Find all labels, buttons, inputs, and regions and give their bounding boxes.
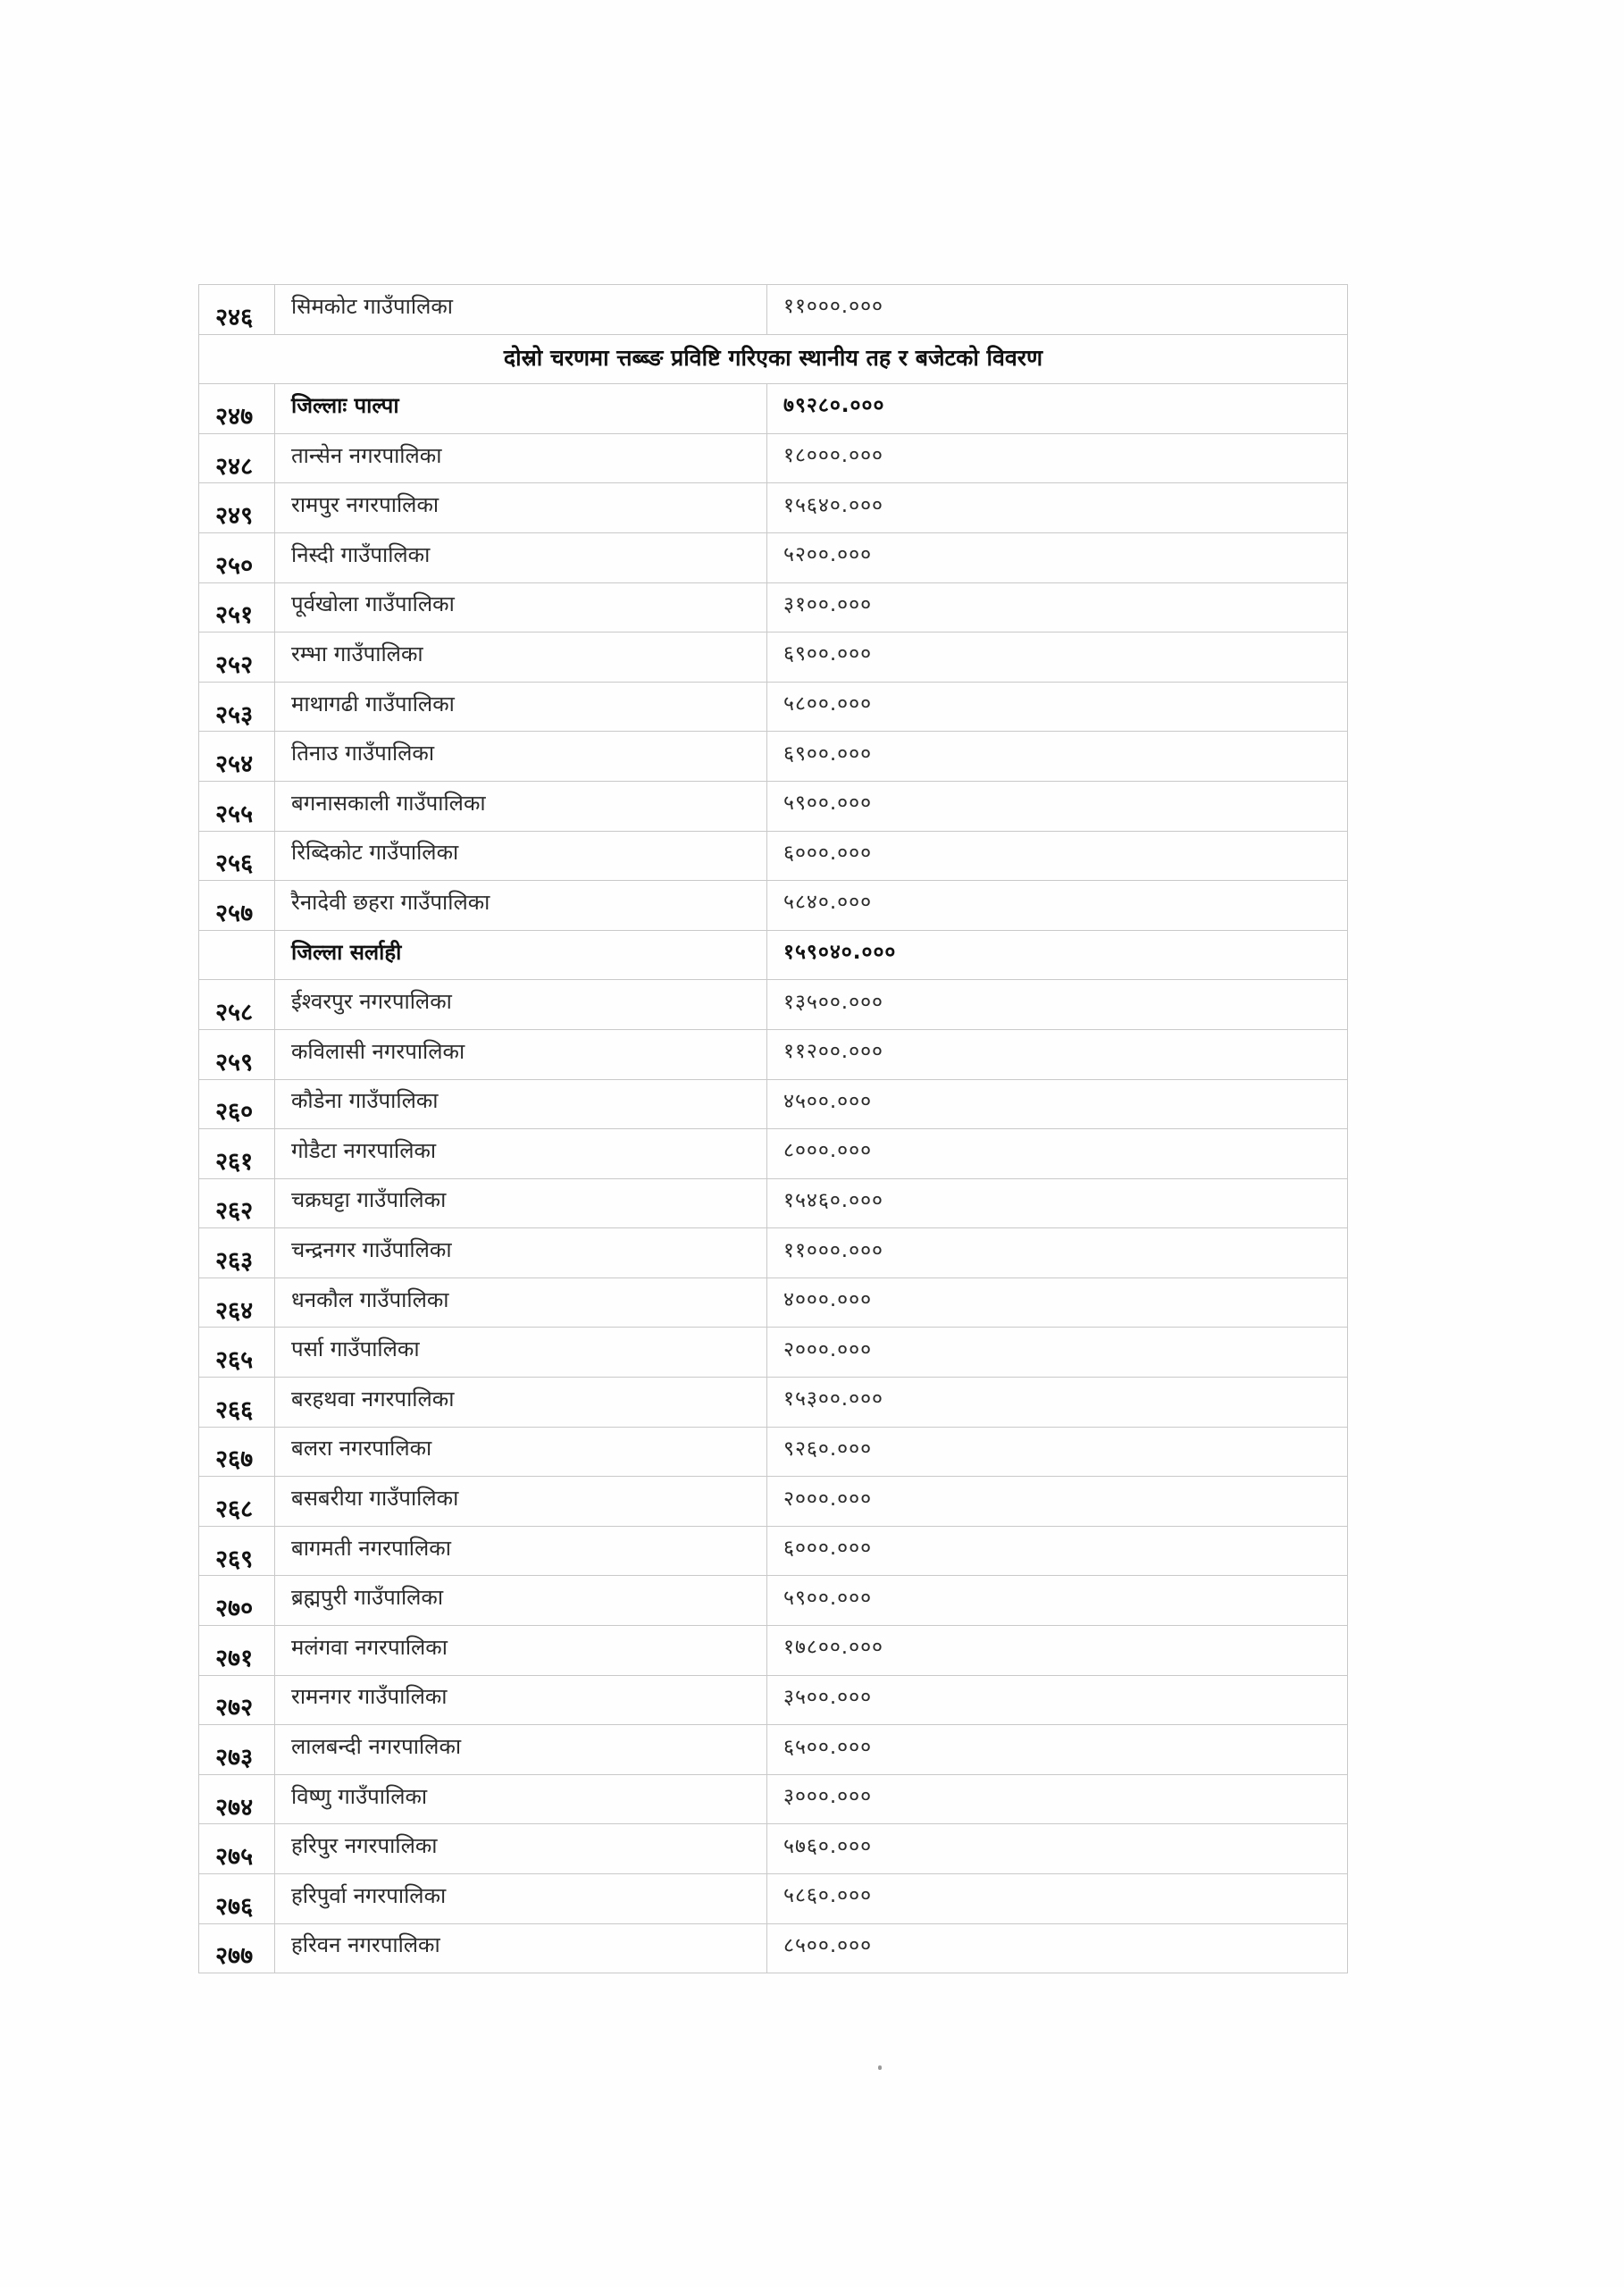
table-row <box>199 1228 1348 1278</box>
budget-amount-cell: २०००.००० <box>767 1328 1348 1378</box>
table-row <box>199 1427 1348 1477</box>
serial-number-cell: २५५ <box>199 781 275 831</box>
budget-amount-cell: ६९००.००० <box>767 732 1348 782</box>
budget-amount-cell: २०००.००० <box>767 1477 1348 1527</box>
local-body-name-cell: कौडेना गाउँपालिका <box>275 1079 767 1129</box>
local-body-name-cell: लालबन्दी नगरपालिका <box>275 1725 767 1775</box>
local-body-name-cell: माथागढी गाउँपालिका <box>275 682 767 732</box>
local-body-name-cell: चन्द्रनगर गाउँपालिका <box>275 1228 767 1278</box>
serial-number-cell: २५१ <box>199 582 275 632</box>
local-body-name-cell: रामनगर गाउँपालिका <box>275 1675 767 1725</box>
table-row <box>199 1626 1348 1676</box>
section-heading: दोस्रो चरणमा त्तब्ब्ङ प्रविष्टि गरिएका स्थानीय तह र बजेटको विवरण <box>199 334 1348 384</box>
local-body-name-cell: रम्भा गाउँपालिका <box>275 632 767 683</box>
table-row <box>199 930 1348 980</box>
budget-amount-cell: ४५००.००० <box>767 1079 1348 1129</box>
serial-number-cell: २५९ <box>199 1029 275 1079</box>
serial-number-cell: २५४ <box>199 732 275 782</box>
local-body-name-cell: हरिपुर्वा नगरपालिका <box>275 1874 767 1924</box>
local-body-name-cell: बरहथवा नगरपालिका <box>275 1378 767 1428</box>
budget-amount-cell: ५९००.००० <box>767 781 1348 831</box>
serial-number-cell: २६३ <box>199 1228 275 1278</box>
local-body-name-cell: बसबरीया गाउँपालिका <box>275 1477 767 1527</box>
table-row <box>199 1129 1348 1179</box>
local-body-name-cell: हरिवन नगरपालिका <box>275 1923 767 1973</box>
table-row <box>199 682 1348 732</box>
serial-number-cell: २६४ <box>199 1278 275 1328</box>
table-row <box>199 881 1348 931</box>
local-body-name-cell: निस्दी गाउँपालिका <box>275 532 767 582</box>
budget-table <box>198 284 1348 1973</box>
serial-number-cell: २७० <box>199 1576 275 1626</box>
budget-amount-cell: ६९००.००० <box>767 632 1348 683</box>
serial-number-cell <box>199 930 275 980</box>
local-body-name-cell: कविलासी नगरपालिका <box>275 1029 767 1079</box>
budget-amount-cell: ५८६०.००० <box>767 1874 1348 1924</box>
budget-amount-cell: ११०००.००० <box>767 1228 1348 1278</box>
budget-amount-cell: ४०००.००० <box>767 1278 1348 1328</box>
budget-amount-cell: १८०००.००० <box>767 433 1348 483</box>
local-body-name-cell: पर्सा गाउँपालिका <box>275 1328 767 1378</box>
budget-amount-cell: ९२६०.००० <box>767 1427 1348 1477</box>
local-body-name-cell: गोडैटा नगरपालिका <box>275 1129 767 1179</box>
table-row <box>199 1824 1348 1874</box>
serial-number-cell: २७५ <box>199 1824 275 1874</box>
serial-number-cell: २४९ <box>199 483 275 533</box>
local-body-name-cell: बलरा नगरपालिका <box>275 1427 767 1477</box>
local-body-name-cell: विष्णु गाउँपालिका <box>275 1774 767 1824</box>
local-body-name-cell: तिनाउ गाउँपालिका <box>275 732 767 782</box>
serial-number-cell: २७२ <box>199 1675 275 1725</box>
serial-number-cell: २५३ <box>199 682 275 732</box>
serial-number-cell: २७१ <box>199 1626 275 1676</box>
serial-number-cell: २७७ <box>199 1923 275 1973</box>
serial-number-cell: २७३ <box>199 1725 275 1775</box>
budget-amount-cell: ५८००.००० <box>767 682 1348 732</box>
serial-number-cell: २६८ <box>199 1477 275 1527</box>
table-row <box>199 1923 1348 1973</box>
table-row <box>199 1178 1348 1228</box>
table-row <box>199 1874 1348 1924</box>
table-row <box>199 582 1348 632</box>
table-row <box>199 1029 1348 1079</box>
local-body-name-cell: ईश्वरपुर नगरपालिका <box>275 980 767 1030</box>
table-row <box>199 532 1348 582</box>
budget-amount-cell: १५३००.००० <box>767 1378 1348 1428</box>
serial-number-cell: २४७ <box>199 384 275 434</box>
local-body-name-cell: जिल्ला सर्लाही <box>275 930 767 980</box>
table-row <box>199 1378 1348 1428</box>
table-row <box>199 483 1348 533</box>
serial-number-cell: २६१ <box>199 1129 275 1179</box>
serial-number-cell: २४६ <box>199 285 275 335</box>
budget-amount-cell: १३५००.००० <box>767 980 1348 1030</box>
budget-amount-cell: ६५००.००० <box>767 1725 1348 1775</box>
serial-number-cell: २७६ <box>199 1874 275 1924</box>
table-row <box>199 1278 1348 1328</box>
budget-amount-cell: १५६४०.००० <box>767 483 1348 533</box>
table-row <box>199 1477 1348 1527</box>
budget-amount-cell: १५४६०.००० <box>767 1178 1348 1228</box>
serial-number-cell: २६० <box>199 1079 275 1129</box>
local-body-name-cell: धनकौल गाउँपालिका <box>275 1278 767 1328</box>
table-row <box>199 980 1348 1030</box>
budget-amount-cell: १७८००.००० <box>767 1626 1348 1676</box>
budget-amount-cell: १५९०४०.००० <box>767 930 1348 980</box>
table-row <box>199 285 1348 335</box>
local-body-name-cell: बागमती नगरपालिका <box>275 1526 767 1576</box>
serial-number-cell: २७४ <box>199 1774 275 1824</box>
local-body-name-cell: ब्रह्मपुरी गाउँपालिका <box>275 1576 767 1626</box>
table-row <box>199 831 1348 881</box>
local-body-name-cell: बगनासकाली गाउँपालिका <box>275 781 767 831</box>
serial-number-cell: २६२ <box>199 1178 275 1228</box>
serial-number-cell: २५७ <box>199 881 275 931</box>
budget-amount-cell: ५२००.००० <box>767 532 1348 582</box>
budget-amount-cell: ११०००.००० <box>767 285 1348 335</box>
page-speck <box>878 2065 882 2070</box>
serial-number-cell: २६५ <box>199 1328 275 1378</box>
local-body-name-cell: तान्सेन नगरपालिका <box>275 433 767 483</box>
table-row <box>199 1675 1348 1725</box>
table-row <box>199 1526 1348 1576</box>
budget-amount-cell: ५९००.००० <box>767 1576 1348 1626</box>
table-row <box>199 433 1348 483</box>
local-body-name-cell: हरिपुर नगरपालिका <box>275 1824 767 1874</box>
local-body-name-cell: चक्रघट्टा गाउँपालिका <box>275 1178 767 1228</box>
local-body-name-cell: मलंगवा नगरपालिका <box>275 1626 767 1676</box>
local-body-name-cell: रामपुर नगरपालिका <box>275 483 767 533</box>
budget-amount-cell: ६०००.००० <box>767 1526 1348 1576</box>
table-row <box>199 1576 1348 1626</box>
budget-amount-cell: ३५००.००० <box>767 1675 1348 1725</box>
local-body-name-cell: सिमकोट गाउँपालिका <box>275 285 767 335</box>
serial-number-cell: २५८ <box>199 980 275 1030</box>
budget-amount-cell: ३१००.००० <box>767 582 1348 632</box>
budget-amount-cell: ७९२८०.००० <box>767 384 1348 434</box>
serial-number-cell: २६९ <box>199 1526 275 1576</box>
budget-amount-cell: ८५००.००० <box>767 1923 1348 1973</box>
serial-number-cell: २६७ <box>199 1427 275 1477</box>
budget-amount-cell: ५८४०.००० <box>767 881 1348 931</box>
serial-number-cell: २५६ <box>199 831 275 881</box>
budget-amount-cell: ८०००.००० <box>767 1129 1348 1179</box>
section-heading-row <box>199 334 1348 384</box>
local-body-name-cell: जिल्लाः पाल्पा <box>275 384 767 434</box>
local-body-name-cell: रिब्दिकोट गाउँपालिका <box>275 831 767 881</box>
table-row <box>199 1328 1348 1378</box>
budget-amount-cell: ११२००.००० <box>767 1029 1348 1079</box>
table-row <box>199 632 1348 683</box>
table-row <box>199 1774 1348 1824</box>
table-row <box>199 1725 1348 1775</box>
local-body-name-cell: रैनादेवी छहरा गाउँपालिका <box>275 881 767 931</box>
budget-amount-cell: ५७६०.००० <box>767 1824 1348 1874</box>
serial-number-cell: २५० <box>199 532 275 582</box>
serial-number-cell: २६६ <box>199 1378 275 1428</box>
budget-amount-cell: ३०००.००० <box>767 1774 1348 1824</box>
table-row <box>199 384 1348 434</box>
local-body-name-cell: पूर्वखोला गाउँपालिका <box>275 582 767 632</box>
serial-number-cell: २४८ <box>199 433 275 483</box>
table-row <box>199 781 1348 831</box>
budget-table-body <box>199 285 1348 1973</box>
table-row <box>199 1079 1348 1129</box>
budget-amount-cell: ६०००.००० <box>767 831 1348 881</box>
table-row <box>199 732 1348 782</box>
serial-number-cell: २५२ <box>199 632 275 683</box>
